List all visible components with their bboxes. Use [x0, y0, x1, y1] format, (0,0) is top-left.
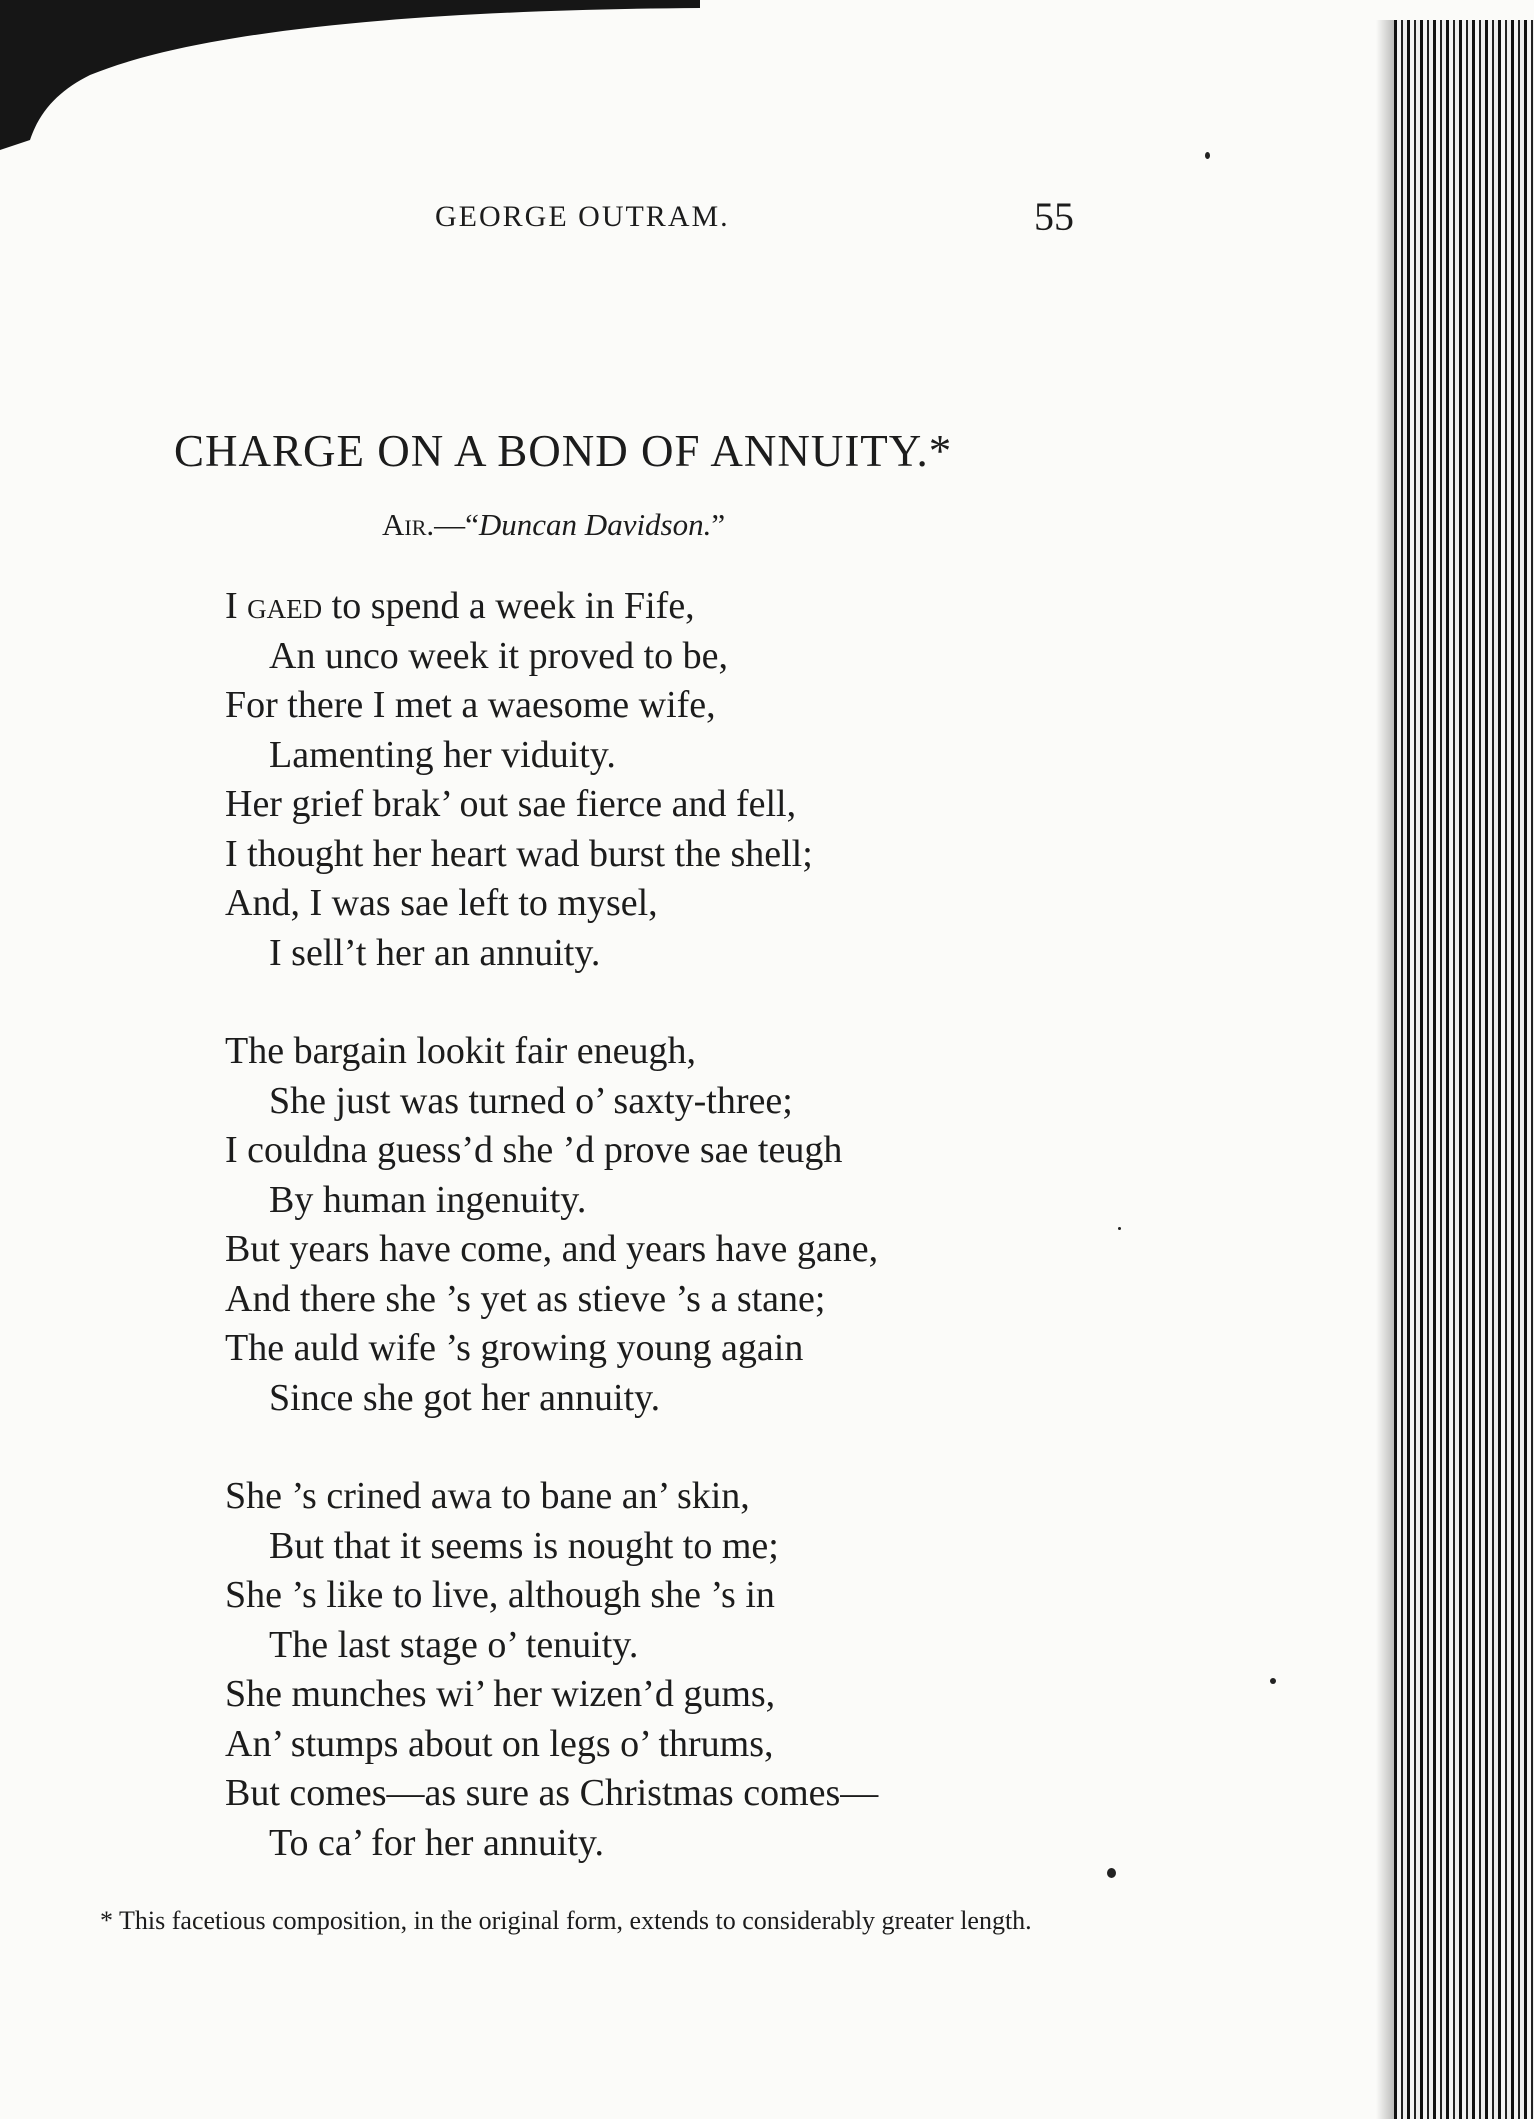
stanza-1 — [225, 582, 878, 978]
ink-speck — [1205, 152, 1210, 159]
air-tune-name: Duncan Davidson. — [478, 507, 712, 542]
poem-line: But years have come, and years have gane, — [225, 1228, 879, 1270]
poem-line: By human ingenuity. — [269, 1178, 587, 1221]
stanza-3 — [225, 1472, 878, 1868]
poem-line: An unco week it proved to be, — [269, 634, 729, 677]
poem-line: The last stage o’ tenuity. — [269, 1623, 639, 1666]
poem-line: She just was turned o’ saxty-three; — [269, 1079, 793, 1122]
poem-line: The auld wife ’s growing young again — [225, 1327, 804, 1369]
page-edge-shadow — [1394, 20, 1534, 2119]
ink-speck — [1107, 1868, 1116, 1878]
poem-line: For there I met a waesome wife, — [225, 684, 716, 726]
poem-line: And, I was sae left to mysel, — [225, 882, 658, 924]
opening-line-rest: to spend a week in Fife, — [322, 585, 695, 627]
air-close-quote: ” — [711, 507, 726, 542]
poem-line: She ’s crined awa to bane an’ skin, — [225, 1475, 750, 1517]
air-label: Air.—“ — [382, 507, 479, 542]
poem-line: And there she ’s yet as stieve ’s a stane; — [225, 1277, 826, 1320]
page-corner-shadow — [0, 0, 700, 150]
poem-line: But that it seems is nought to me; — [269, 1524, 779, 1567]
poem-line: I thought her heart wad burst the shell; — [225, 832, 813, 875]
poem-line: I couldna guess’d she ’d prove sae teugh — [225, 1129, 843, 1171]
poem-line — [225, 582, 878, 632]
page-edge-gradient — [1376, 20, 1394, 2119]
poem-title: CHARGE ON A BOND OF ANNUITY.* — [174, 426, 953, 476]
poem-line: She ’s like to live, although she ’s in — [225, 1574, 775, 1616]
poem-line: She munches wi’ her wizen’d gums, — [225, 1673, 776, 1715]
ink-speck — [1118, 1227, 1121, 1230]
stanza-2 — [225, 1027, 878, 1423]
poem-line: Her grief brak’ out sae fierce and fell, — [225, 783, 797, 825]
opening-small-caps: I gaed — [225, 585, 323, 627]
poem-line: To ca’ for her annuity. — [269, 1821, 604, 1864]
poem-line: Since she got her annuity. — [269, 1376, 661, 1419]
page-number: 55 — [1034, 194, 1074, 239]
ink-speck — [1270, 1678, 1276, 1684]
poem-line: I sell’t her an annuity. — [269, 931, 601, 974]
poem-line: An’ stumps about on legs o’ thrums, — [225, 1722, 774, 1765]
poem-line: The bargain lookit fair eneugh, — [225, 1030, 696, 1072]
air-line — [382, 507, 725, 543]
poem-line: Lamenting her viduity. — [269, 733, 616, 776]
running-title: GEORGE OUTRAM. — [435, 200, 730, 233]
poem-line: But comes—as sure as Christmas comes— — [225, 1772, 879, 1814]
footnote: * This facetious composition, in the original form, extends to considerably greater length. — [100, 1906, 1032, 1935]
poem-body — [225, 582, 878, 1917]
